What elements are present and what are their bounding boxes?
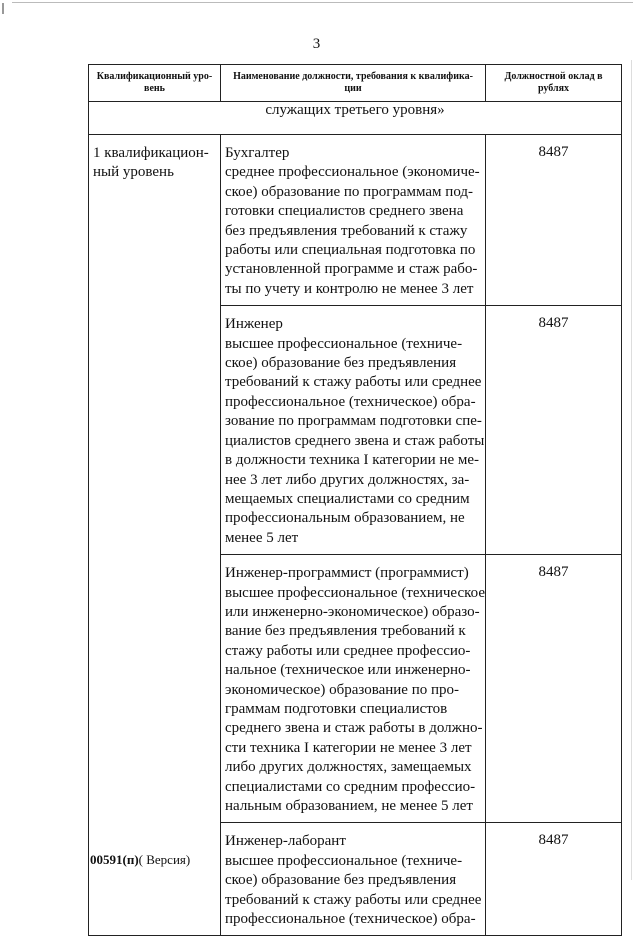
position-title: Инженер-программист (программист) [225,565,469,582]
position-description-cell [221,306,486,555]
position-title: Инженер [225,316,283,333]
requirement-line: среднего звена и стаж работы в должно- [225,720,483,737]
requirement-line: профессиональное (техническое) обра- [225,393,476,410]
qualification-level-line: ный уровень [93,164,174,180]
requirement-line: сти техника I категории не менее 3 лет [225,739,472,756]
position-description-cell [221,135,486,306]
section-title: служащих третьего уровня» [89,102,622,135]
requirement-line: требований к стажу работы или среднее [225,891,482,908]
requirement-line: установленной программе и стаж рабо- [225,261,478,278]
requirement-line: в должности техника I категории не ме- [225,452,479,469]
position-description-cell [221,823,486,936]
header-salary: Должностной оклад в рублях [486,65,622,102]
qualification-level-cell [89,135,221,936]
requirement-line: граммам подготовки специалистов [225,700,448,717]
table-header-row [89,65,622,102]
requirement-line: готовки специалистов среднего звена [225,203,464,220]
salary-table [88,64,622,936]
requirement-line: работы или специальная подготовка по [225,242,476,259]
scan-edge-line-right [631,60,632,880]
requirement-line: вание без предъявления требований к [225,623,466,640]
qualification-level-line: 1 квалификацион- [93,145,209,161]
requirement-line: ты по учету и контролю не менее 3 лет [225,280,474,297]
position-description-cell [221,555,486,823]
document-code: 00591(п) [90,852,139,867]
salary-value: 8487 [486,823,622,936]
requirement-line: нальное (техническое или инженерно- [225,662,471,679]
requirement-line: экономическое) образование по про- [225,681,460,698]
salary-value: 8487 [486,135,622,306]
position-title: Бухгалтер [225,145,290,161]
requirement-line: либо других должностях, замещаемых [225,759,472,776]
requirement-line: высшее профессиональное (техниче- [225,335,463,352]
header-position-requirements: Наименование должности, требования к квалифика-ции [221,65,486,102]
document-version: ( Версия) [138,852,191,867]
requirement-line: высшее профессиональное (техниче- [225,852,463,869]
requirement-line: менее 5 лет [225,529,299,546]
page-number: 3 [312,36,321,52]
scan-corner-mark [1,1,11,15]
requirement-line: зование по программам подготовки спе- [225,413,482,430]
requirement-line: ское) образование по программам под- [225,183,474,200]
requirement-line: ское) образование без предъявления [225,872,457,889]
scan-edge-line [12,2,633,3]
document-footer [90,852,190,868]
requirement-line: стажу работы или среднее профессио- [225,642,471,659]
requirement-line: или инженерно-экономическое) образо- [225,603,480,620]
requirement-line: циалистов среднего звена и стаж работы [225,432,485,449]
requirement-line: высшее профессиональное (техническое [225,584,485,601]
requirement-line: без предъявления требований к стажу [225,222,468,239]
requirement-line: ское) образование без предъявления [225,355,457,372]
requirement-line: нее 3 лет либо других должностях, за- [225,471,470,488]
salary-value: 8487 [486,306,622,555]
requirement-line: профессиональное (техническое) обра- [225,911,476,928]
header-qualification-level: Квалификационный уро-вень [89,65,221,102]
position-title: Инженер-лаборант [225,833,346,850]
requirement-line: мещаемых специалистами со средним [225,490,470,507]
requirement-line: профессиональным образованием, не [225,510,465,527]
requirement-line: требований к стажу работы или среднее [225,374,482,391]
table-row [89,135,622,306]
salary-value: 8487 [486,555,622,823]
requirement-line: специалистами со средним профессио- [225,778,476,795]
requirement-line: нальным образованием, не менее 5 лет [225,798,473,814]
requirement-line: среднее профессиональное (экономиче- [225,164,480,181]
section-title-row [89,102,622,135]
